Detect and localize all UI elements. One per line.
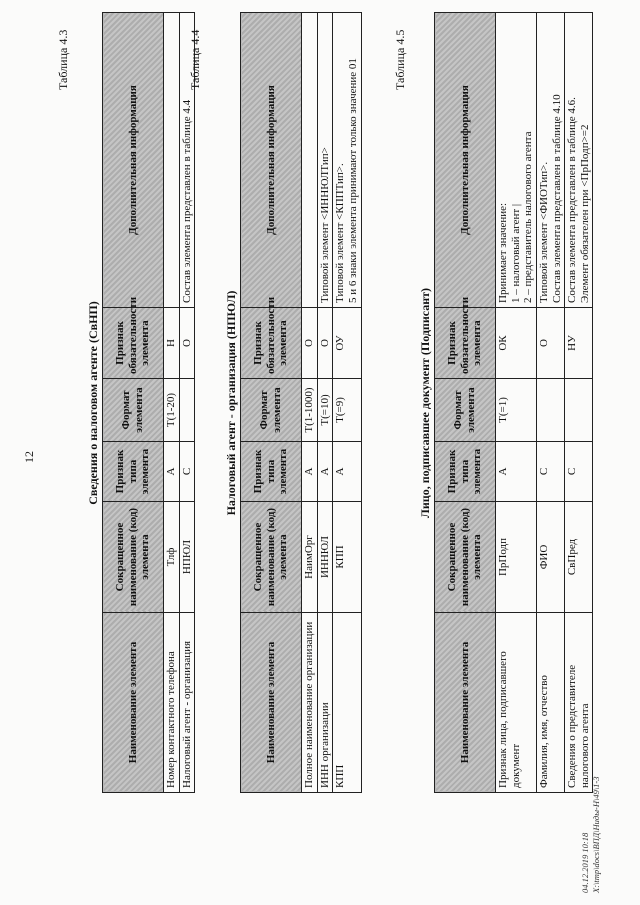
page-number: 12 [22,451,36,463]
cell [302,13,318,308]
table-4-4 [240,12,362,793]
cell: Признак лица, подписавшего документ [496,613,537,793]
cell: Принимает значение: 1 – налоговый агент | 2 – представитель налогового агента [496,13,537,308]
cell [565,379,593,442]
cell: НаимОрг [302,502,318,613]
cell: Т(1-20) [164,379,180,442]
cell: ИННЮЛ [317,502,333,613]
cell: ИНН организации [317,613,333,793]
table-row [496,13,537,793]
table-row [565,13,593,793]
table-4-4-caption: Налоговый агент - организация (НПЮЛ) [224,290,238,516]
table-4-5-tag: Таблица 4.5 [393,29,407,90]
cell: Налоговый агент - организация [179,613,195,793]
col-header: Формат элемента [241,379,302,442]
cell: С [565,442,593,502]
col-header: Наименование элемента [435,613,496,793]
cell: Типовой элемент <ФИОТип>. Состав элемента представлен в таблице 4.10 [536,13,564,308]
rotated-content [12,13,627,893]
table-4-5 [434,12,593,793]
col-header: Признак обязательности элемента [435,308,496,379]
cell [164,13,180,308]
cell [536,379,564,442]
cell: Т(=9) [333,379,361,442]
col-header: Наименование элемента [241,613,302,793]
cell: ПрПодп [496,502,537,613]
table-4-3-tag: Таблица 4.3 [56,29,70,90]
cell: А [317,442,333,502]
cell: О [302,308,318,379]
cell: Т(=1) [496,379,537,442]
table-4-5-header [435,13,496,793]
footer-timestamp: 04.12.2019 10:18 [580,832,590,893]
cell: С [536,442,564,502]
cell: Н [164,308,180,379]
col-header: Сокращенное наименование (код) элемента [435,502,496,613]
cell: Типовой элемент <КППТип>. 5 и 6 знаки элемента принимают только значение 01 [333,13,361,308]
col-header: Формат элемента [435,379,496,442]
cell: О [179,308,195,379]
table-4-3 [102,12,195,793]
file-footer [580,776,601,893]
cell: КПП [333,613,361,793]
cell: А [333,442,361,502]
col-header: Признак типа элемента [435,442,496,502]
cell: Сведения о представителе налогового агента [565,613,593,793]
col-header: Дополнительная информация [435,13,496,308]
table-4-5-caption: Лицо, подписавшее документ (Подписант) [418,287,432,519]
cell: ОК [496,308,537,379]
cell: Состав элемента представлен в таблице 4.6. Элемент обязателен при <ПрПодп>=2 [565,13,593,308]
table-4-3-header [103,13,164,793]
table-4-4-tag: Таблица 4.4 [188,29,202,90]
cell: А [302,442,318,502]
cell: ОУ [333,308,361,379]
cell: О [317,308,333,379]
footer-file-path: X:\tmp\docs\ВПД\Ниды-Н\49\1-3 [590,776,601,893]
table-row [302,13,318,793]
cell: С [179,442,195,502]
table-row [536,13,564,793]
col-header: Формат элемента [103,379,164,442]
col-header: Сокращенное наименование (код) элемента [103,502,164,613]
col-header: Сокращенное наименование (код) элемента [241,502,302,613]
cell: НУ [565,308,593,379]
col-header: Признак обязательности элемента [241,308,302,379]
table-4-3-caption: Сведения о налоговом агенте (СвНП) [86,301,100,505]
cell: Полное наименование организации [302,613,318,793]
cell: О [536,308,564,379]
table-row [179,13,195,793]
table-row [333,13,361,793]
cell: КПП [333,502,361,613]
col-header: Наименование элемента [103,613,164,793]
cell: Фамилия, имя, отчество [536,613,564,793]
cell: СвПред [565,502,593,613]
table-row [164,13,180,793]
cell [179,379,195,442]
table-4-4-header [241,13,302,793]
col-header: Признак типа элемента [241,442,302,502]
col-header: Дополнительная информация [241,13,302,308]
cell: Т(1-1000) [302,379,318,442]
cell: Т(=10) [317,379,333,442]
cell: Состав элемента представлен в таблице 4.4 [179,13,195,308]
col-header: Дополнительная информация [103,13,164,308]
cell: А [496,442,537,502]
cell: А [164,442,180,502]
cell: НПЮЛ [179,502,195,613]
cell: Тлф [164,502,180,613]
cell: Типовой элемент <ИННЮЛТип> [317,13,333,308]
col-header: Признак обязательности элемента [103,308,164,379]
table-row [317,13,333,793]
cell: ФИО [536,502,564,613]
cell: Номер контактного телефона [164,613,180,793]
col-header: Признак типа элемента [103,442,164,502]
